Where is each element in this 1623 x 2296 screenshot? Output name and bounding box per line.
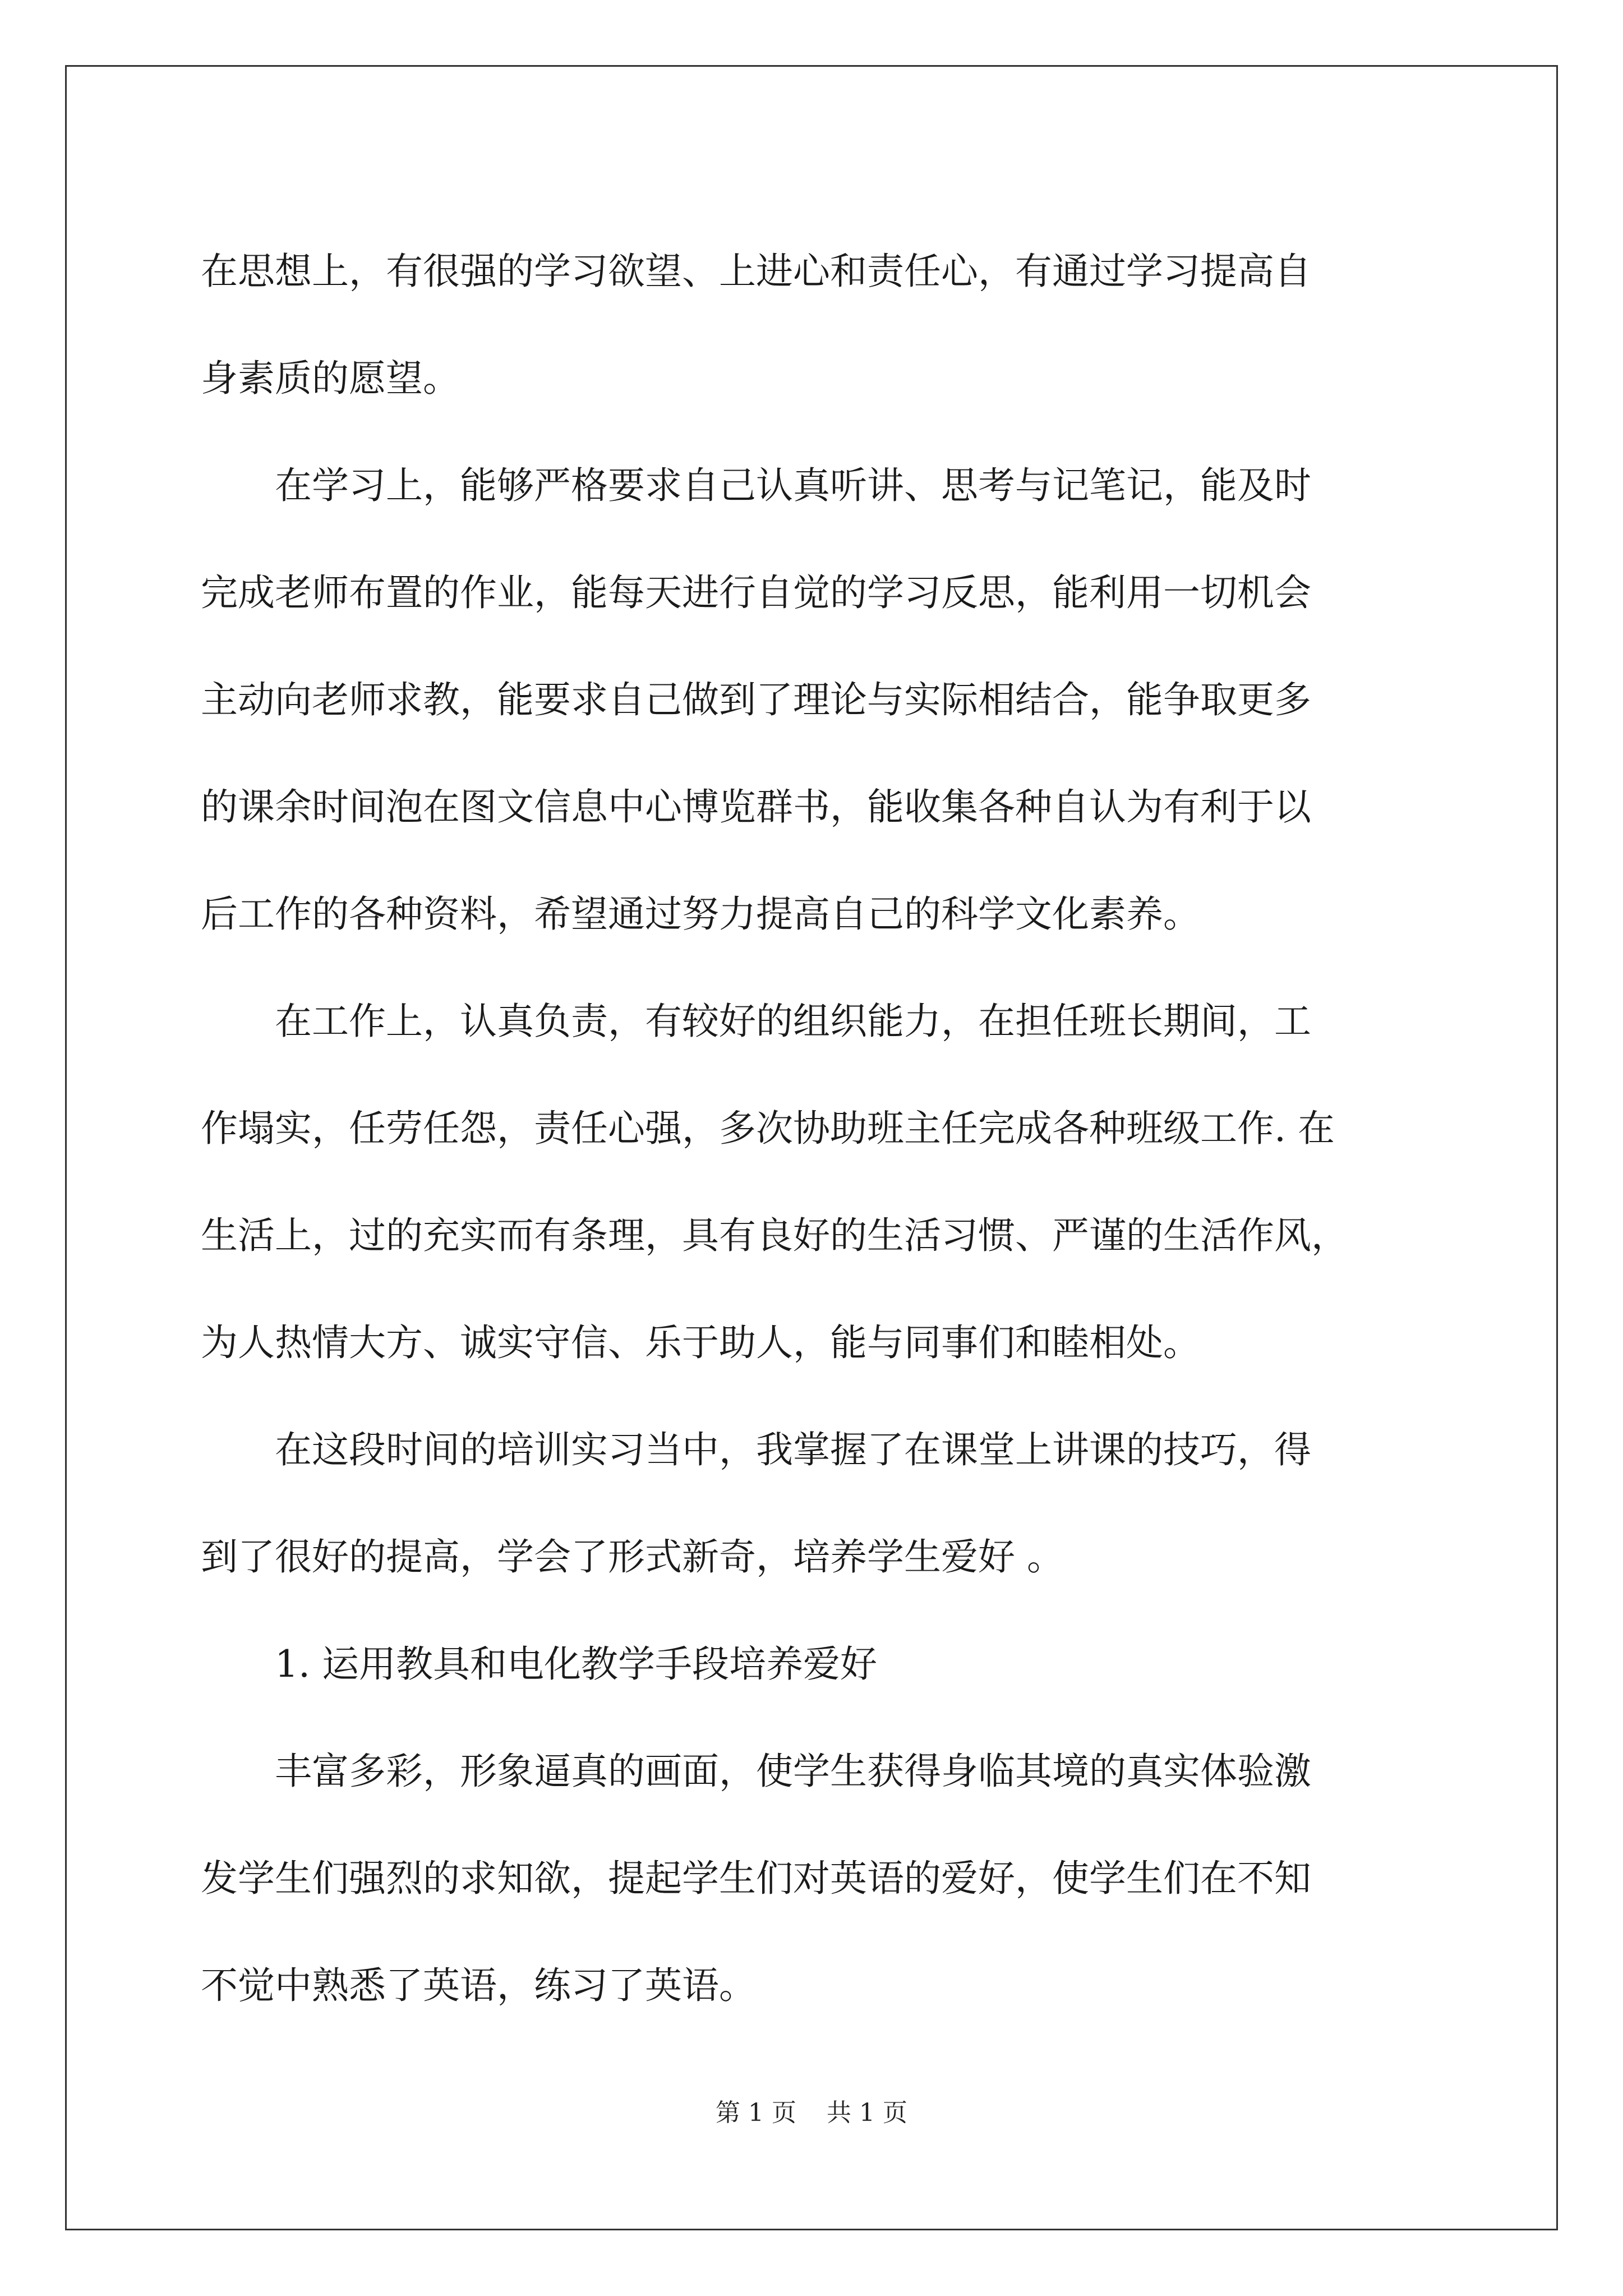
text-line: 在思想上，有很强的学习欲望、上进心和责任心，有通过学习提高自 — [201, 250, 1311, 293]
text-line: 作塌实，任劳任怨，责任心强，多次协助班主任完成各种班级工作. 在 — [201, 1107, 1335, 1150]
text-line: 在这段时间的培训实习当中，我掌握了在课堂上讲课的技巧，得 — [201, 1428, 1311, 1471]
text-line: 主动向老师求教，能要求自己做到了理论与实际相结合，能争取更多 — [201, 678, 1311, 721]
text-line: 为人热情大方、诚实守信、乐于助人，能与同事们和睦相处。 — [201, 1321, 1200, 1364]
text-line: 后工作的各种资料，希望通过努力提高自己的科学文化素养。 — [201, 892, 1200, 936]
page-total: 共 1 页 — [827, 2099, 907, 2127]
text-line: 在工作上，认真负责，有较好的组织能力，在担任班长期间，工 — [201, 1000, 1311, 1043]
document-body — [201, 218, 1485, 2039]
text-line: 发学生们强烈的求知欲，提起学生们对英语的爱好，使学生们在不知 — [201, 1857, 1311, 1900]
text-line: 到了很好的提高，学会了形式新奇，培养学生爱好 。 — [201, 1535, 1064, 1579]
text-line: 在学习上，能够严格要求自己认真听讲、思考与记笔记，能及时 — [201, 464, 1311, 507]
text-line: 完成老师布置的作业，能每天进行自觉的学习反思，能利用一切机会 — [201, 571, 1311, 614]
text-line: 1. 运用教具和电化教学手段培养爱好 — [201, 1642, 877, 1686]
text-line: 的课余时间泡在图文信息中心博览群书，能收集各种自认为有利于以 — [201, 785, 1311, 829]
page-footer — [0, 2092, 1623, 2128]
text-line: 生活上，过的充实而有条理，具有良好的生活习惯、严谨的生活作风， — [201, 1214, 1348, 1257]
text-line: 身素质的愿望。 — [201, 357, 460, 400]
page-number: 第 1 页 — [716, 2099, 796, 2127]
text-line: 丰富多彩，形象逼真的画面，使学生获得身临其境的真实体验激 — [201, 1750, 1311, 1793]
text-line: 不觉中熟悉了英语，练习了英语。 — [201, 1964, 756, 2007]
